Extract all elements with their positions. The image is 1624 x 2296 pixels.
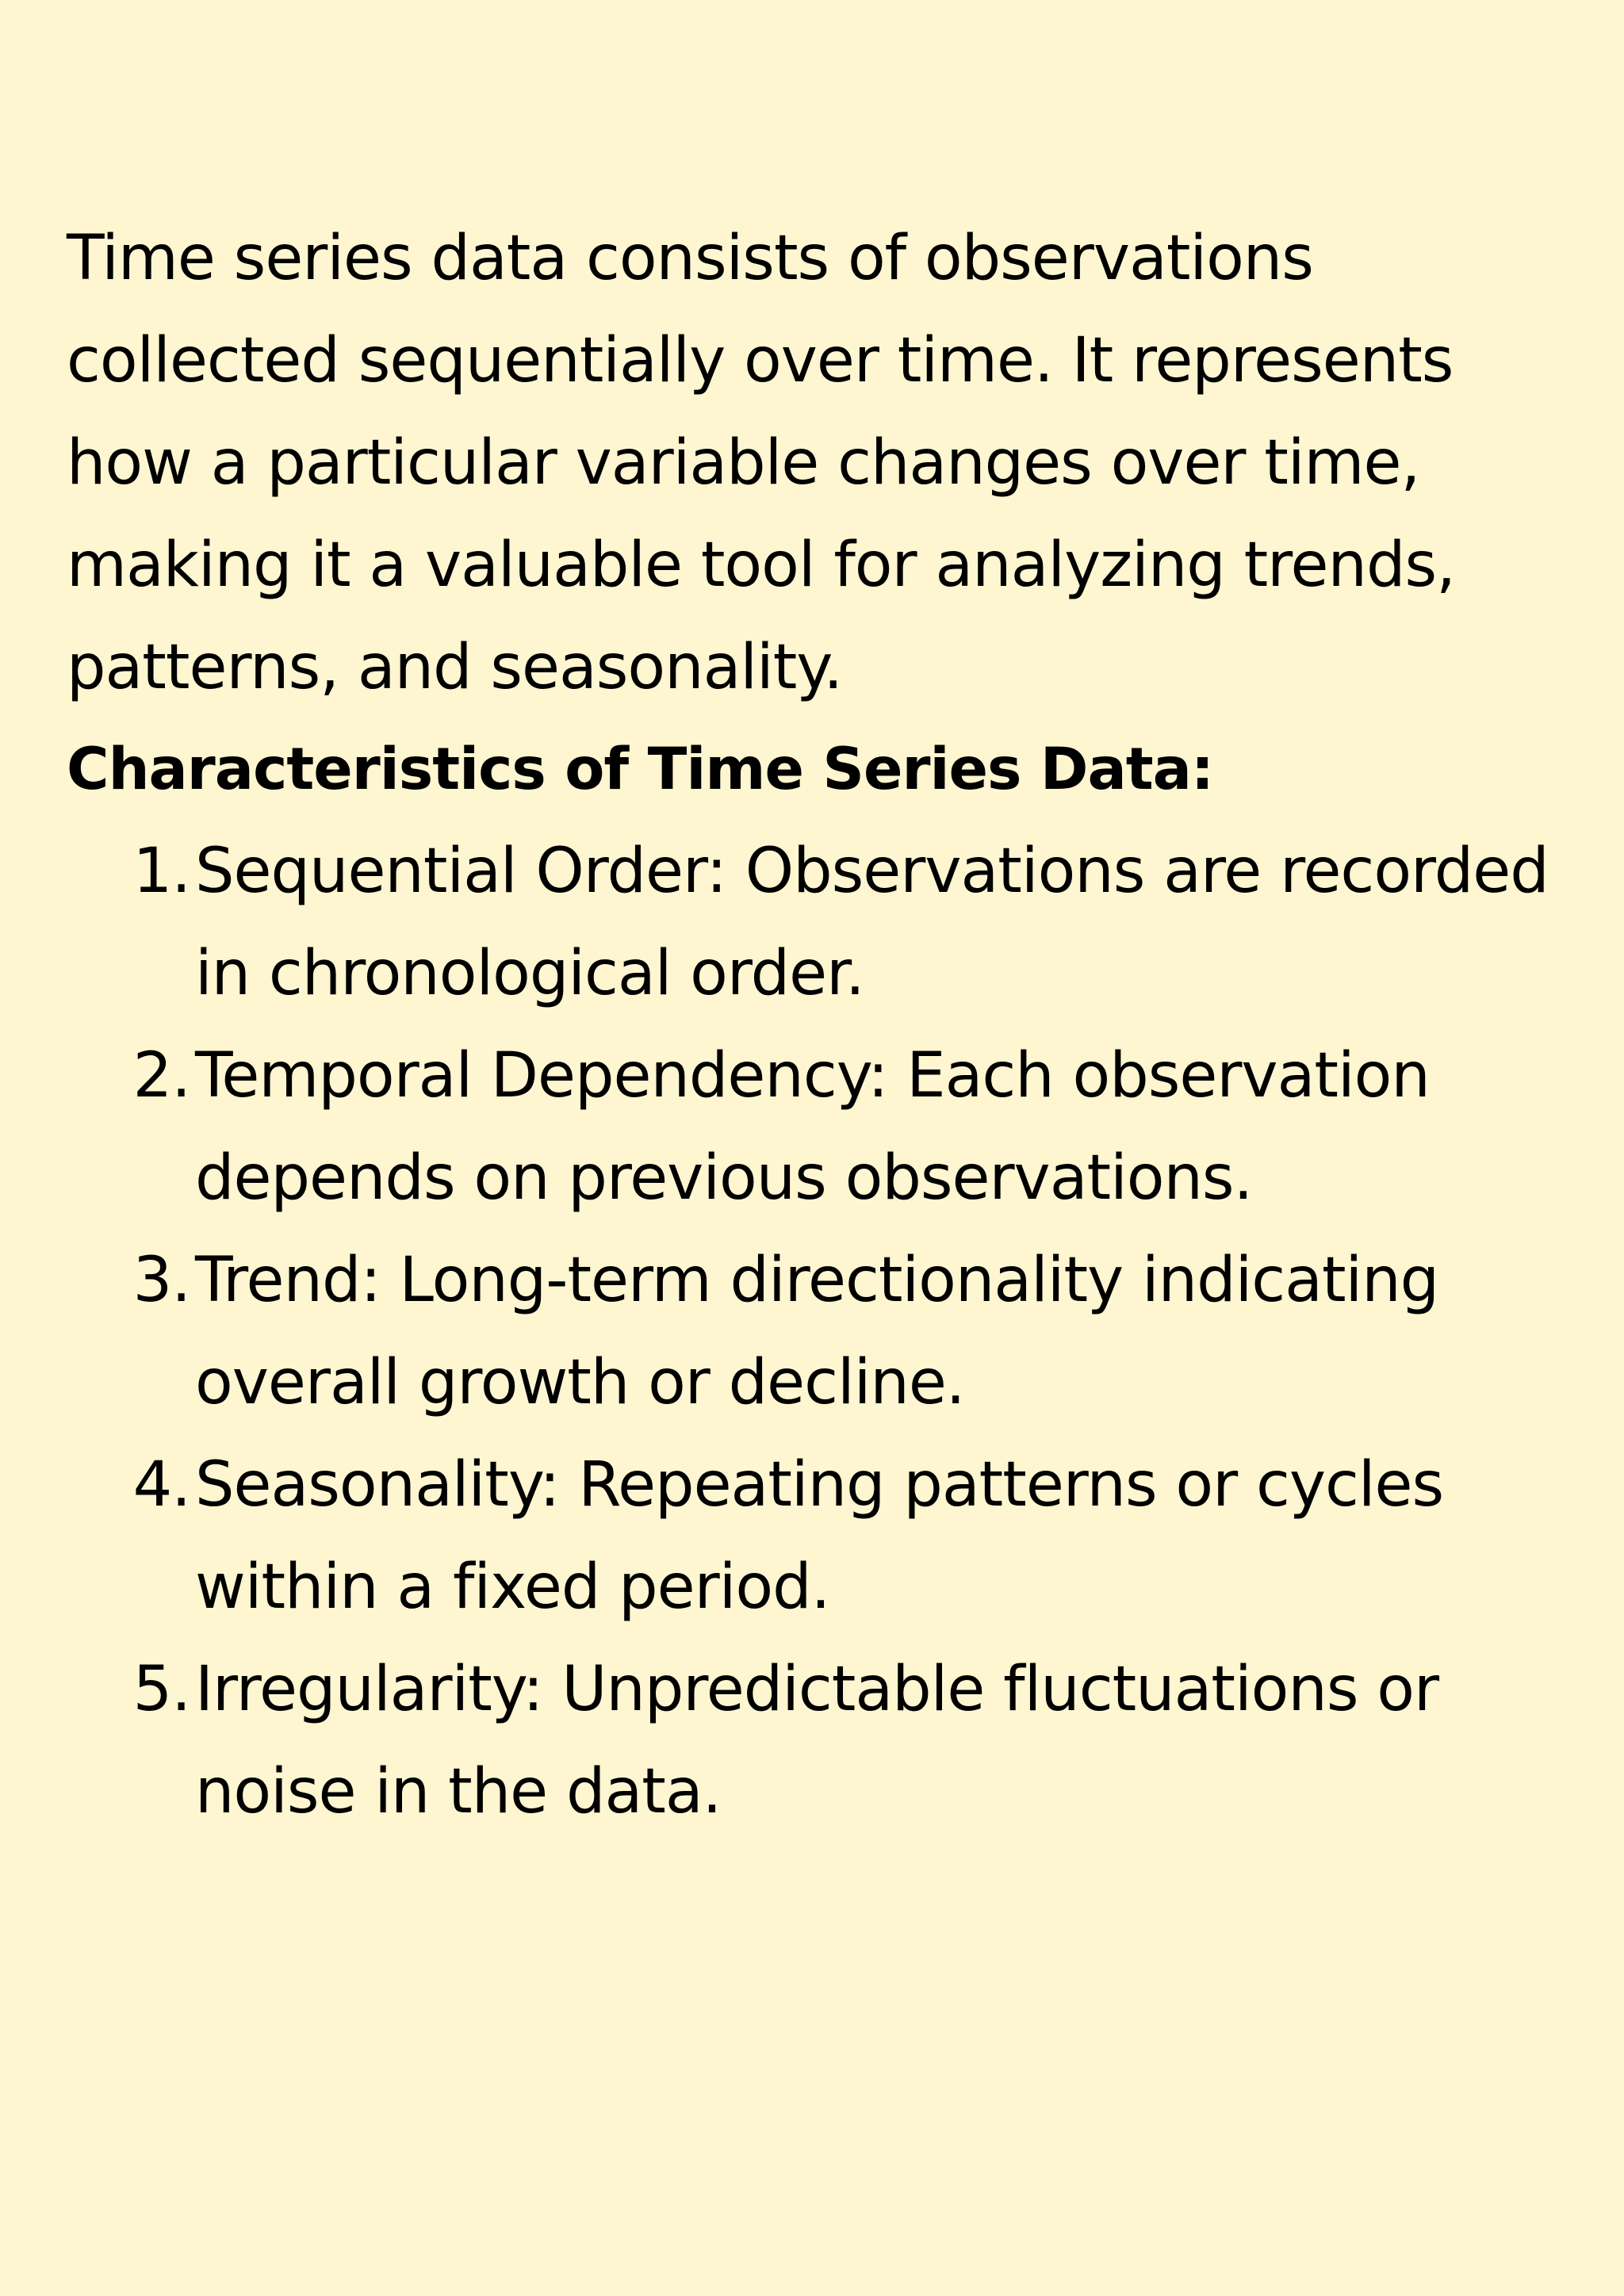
document-page xyxy=(67,208,1573,1843)
list-item xyxy=(67,821,1573,1025)
list-item-number: 4. xyxy=(132,1449,190,1521)
list-item-text: Trend: Long-term directionality indicating overall growth or decline. xyxy=(195,1245,1439,1418)
list-item xyxy=(67,1434,1573,1639)
list-item-text: Temporal Dependency: Each observation depends on previous observations. xyxy=(195,1040,1430,1214)
list-item-text: Sequential Order: Observations are recorded in chronological order. xyxy=(195,836,1549,1009)
list-item-text: Seasonality: Repeating patterns or cycles within a fixed period. xyxy=(195,1449,1444,1623)
intro-paragraph: Time series data consists of observations collected sequentially over time. It represents how a particular variable changes over time, making it a valuable tool for analyzing trends, patterns, and seasonality. xyxy=(67,223,1455,703)
list-item-number: 2. xyxy=(132,1040,190,1112)
list-item-number: 1. xyxy=(132,836,190,907)
list-item-text: Irregularity: Unpredictable fluctuations or noise in the data. xyxy=(195,1654,1439,1827)
list-item-number: 3. xyxy=(132,1245,190,1316)
list-item xyxy=(67,1025,1573,1230)
section-heading: Characteristics of Time Series Data: xyxy=(67,736,1214,803)
list-item xyxy=(67,1639,1573,1843)
list-item-number: 5. xyxy=(132,1654,190,1725)
characteristics-list xyxy=(67,821,1573,1843)
list-item xyxy=(67,1230,1573,1434)
